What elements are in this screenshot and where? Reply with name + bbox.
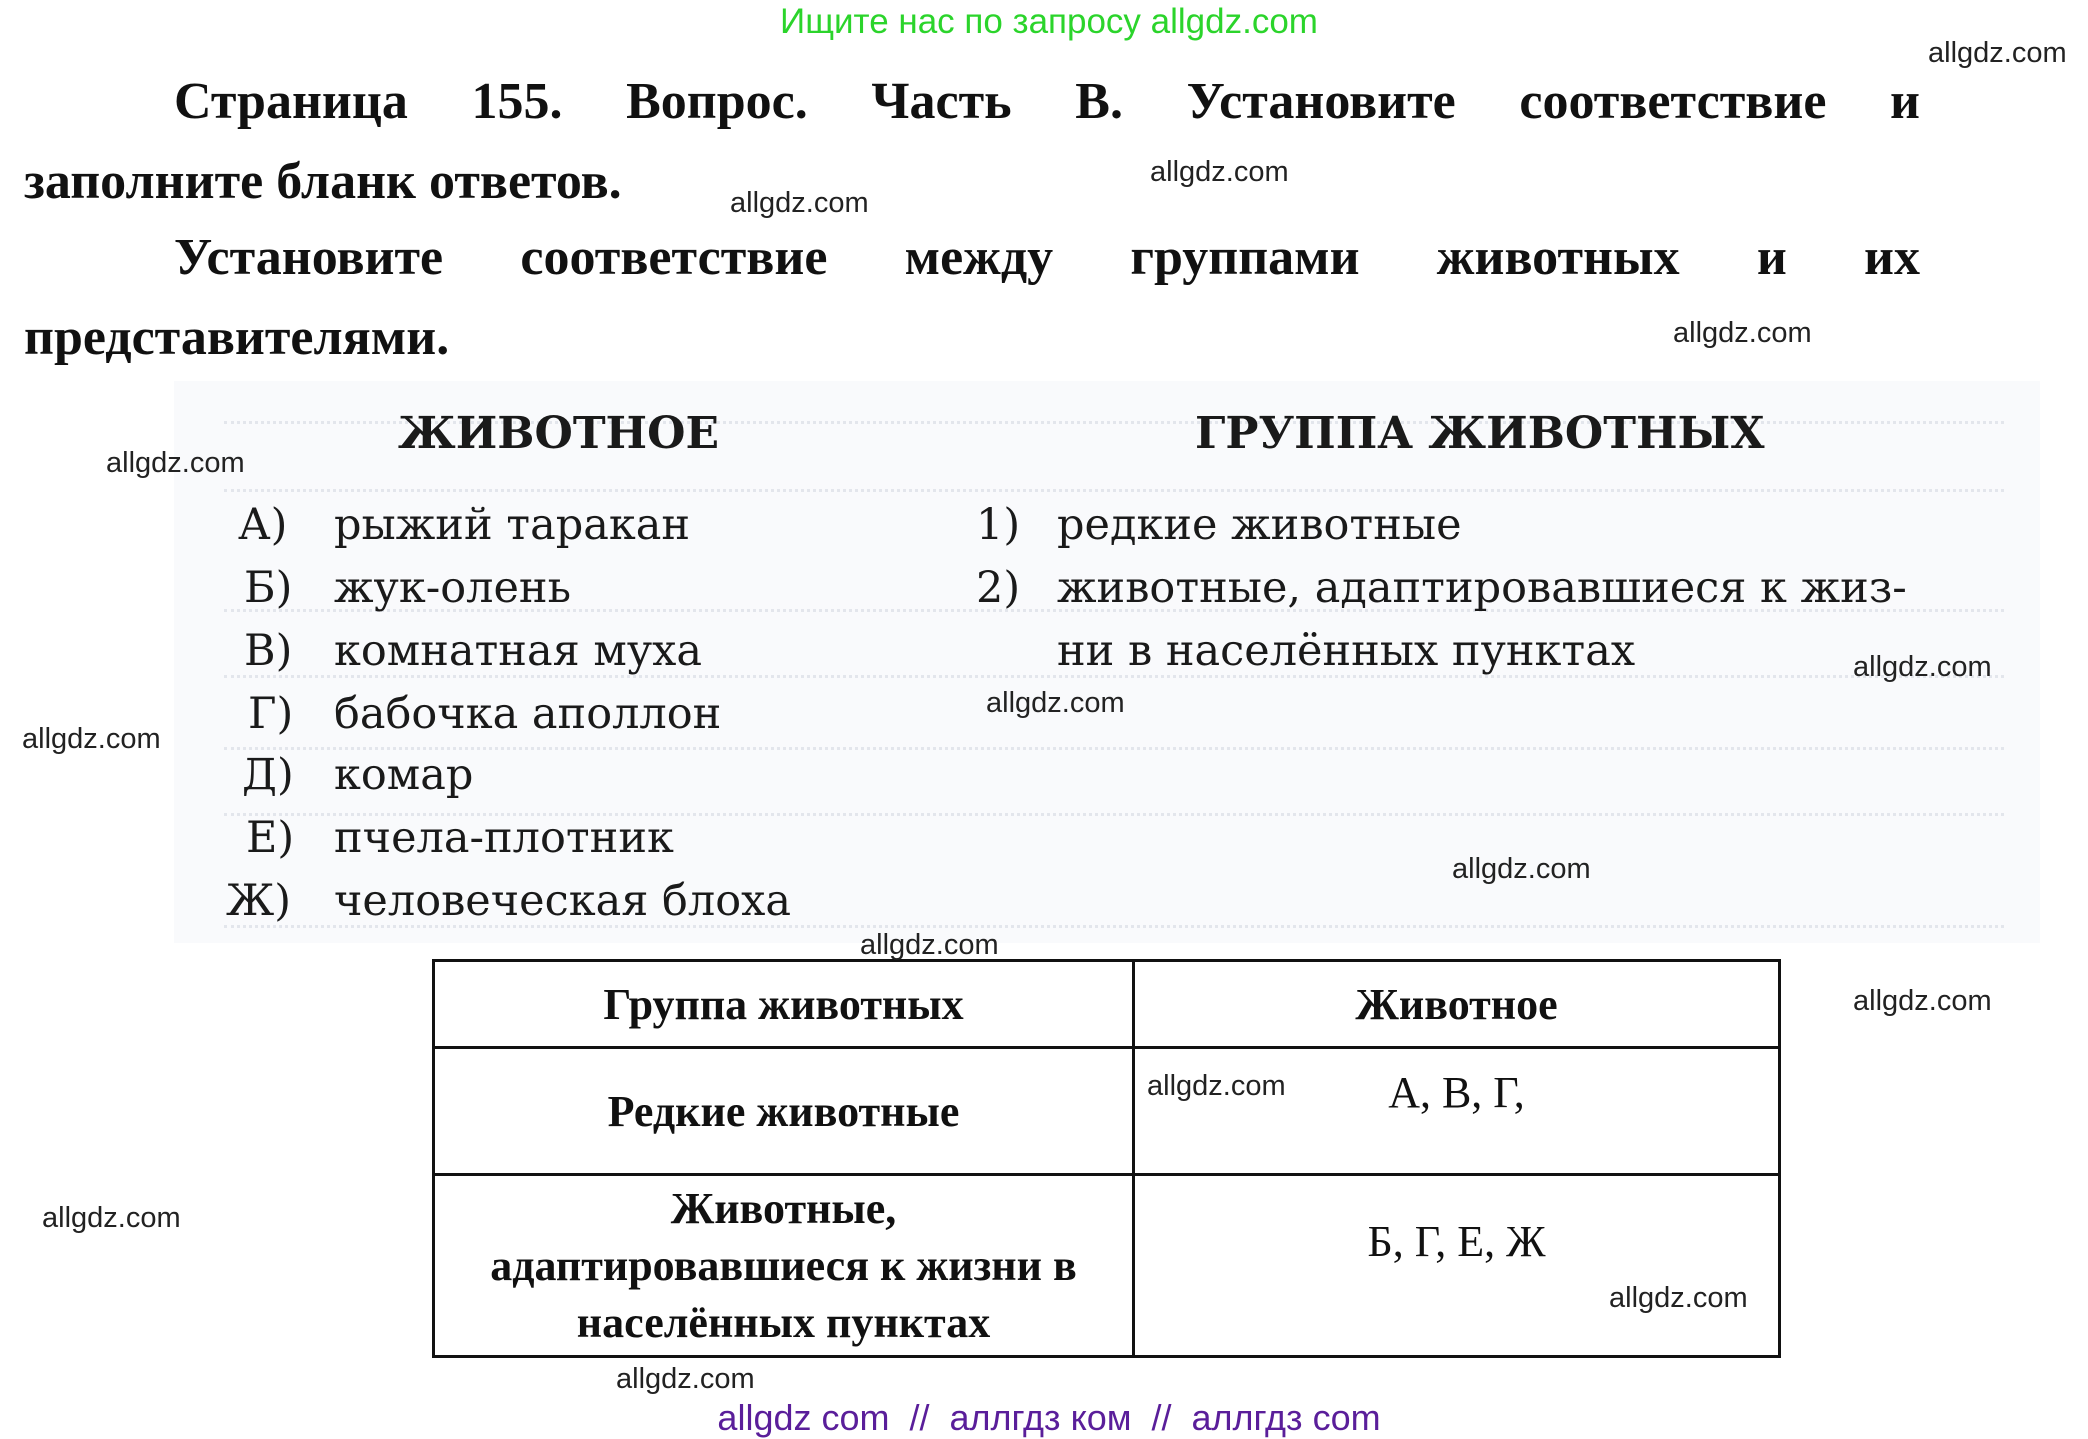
group-number: 2): [976, 563, 1021, 613]
promo-banner[interactable]: Ищите нас по запросу allgdz.com: [780, 2, 1318, 41]
animal-column-header: ЖИВОТНОЕ: [398, 408, 719, 459]
watermark: allgdz.com: [22, 723, 161, 755]
animal-name: рыжий таракан: [334, 500, 691, 550]
group-line: адаптировавшиеся к жизни в: [490, 1241, 1077, 1290]
group-number: 1): [976, 500, 1021, 550]
watermark: allgdz.com: [1452, 853, 1591, 885]
animal-name: пчела-плотник: [334, 813, 674, 863]
animal-name: бабочка аполлон: [334, 689, 722, 739]
animal-letter: Б): [244, 563, 293, 613]
group-cell: [434, 1175, 1134, 1357]
watermark: allgdz.com: [1147, 1070, 1286, 1102]
animal-letter: Г): [248, 689, 294, 739]
group-name: животные, адаптировавшиеся к жиз-: [1057, 563, 1907, 613]
watermark: allgdz.com: [1150, 156, 1289, 188]
header-animal: Животное: [1134, 961, 1780, 1048]
watermark: allgdz.com: [616, 1363, 755, 1395]
answer-table: [432, 959, 1781, 1358]
watermark: allgdz.com: [986, 687, 1125, 719]
animal-name: комнатная муха: [334, 626, 703, 676]
watermark: allgdz.com: [106, 447, 245, 479]
animals-cell: А, В, Г,: [1134, 1048, 1780, 1175]
animals-cell: Б, Г, Е, Ж: [1134, 1175, 1780, 1357]
header-group: Группа животных: [434, 961, 1134, 1048]
animal-letter: В): [244, 626, 293, 676]
animal-name: комар: [334, 750, 474, 800]
group-column-header: ГРУППА ЖИВОТНЫХ: [1195, 408, 1765, 459]
animal-name: человеческая блоха: [334, 876, 791, 926]
page-title-line1: Страница 155. Вопрос. Часть В. Установите соответствие и: [174, 73, 1920, 130]
task-text-line2: представителями.: [24, 309, 450, 366]
table-row: [434, 1175, 1780, 1357]
footer-links[interactable]: allgdz com // аллгдз ком // аллгдз com: [717, 1397, 1381, 1438]
watermark: allgdz.com: [1853, 985, 1992, 1017]
bleed-through-line: [224, 489, 2004, 492]
table-header-row: [434, 961, 1780, 1048]
animal-letter: А): [238, 500, 288, 550]
animal-letter: Д): [242, 750, 294, 800]
group-name: редкие животные: [1057, 500, 1462, 550]
watermark: allgdz.com: [1853, 651, 1992, 683]
watermark: allgdz.com: [1928, 37, 2067, 69]
animal-name: жук-олень: [334, 563, 571, 613]
animal-letter: Е): [246, 813, 295, 863]
watermark: allgdz.com: [860, 929, 999, 961]
group-cell: Редкие животные: [434, 1048, 1134, 1175]
watermark: allgdz.com: [42, 1202, 181, 1234]
watermark: allgdz.com: [1609, 1282, 1748, 1314]
page-title-line2: заполните бланк ответов.: [24, 153, 622, 210]
bleed-through-line: [224, 747, 2004, 750]
animal-letter: Ж): [226, 876, 292, 926]
watermark: allgdz.com: [1673, 317, 1812, 349]
watermark: allgdz.com: [730, 187, 869, 219]
table-row: [434, 1048, 1780, 1175]
group-line: населённых пунктах: [576, 1298, 991, 1347]
group-name-continuation: ни в населённых пунктах: [1057, 626, 1636, 676]
task-text-line1: Установите соответствие между группами животных и их: [174, 229, 1920, 286]
group-line: Животные,: [670, 1184, 897, 1233]
